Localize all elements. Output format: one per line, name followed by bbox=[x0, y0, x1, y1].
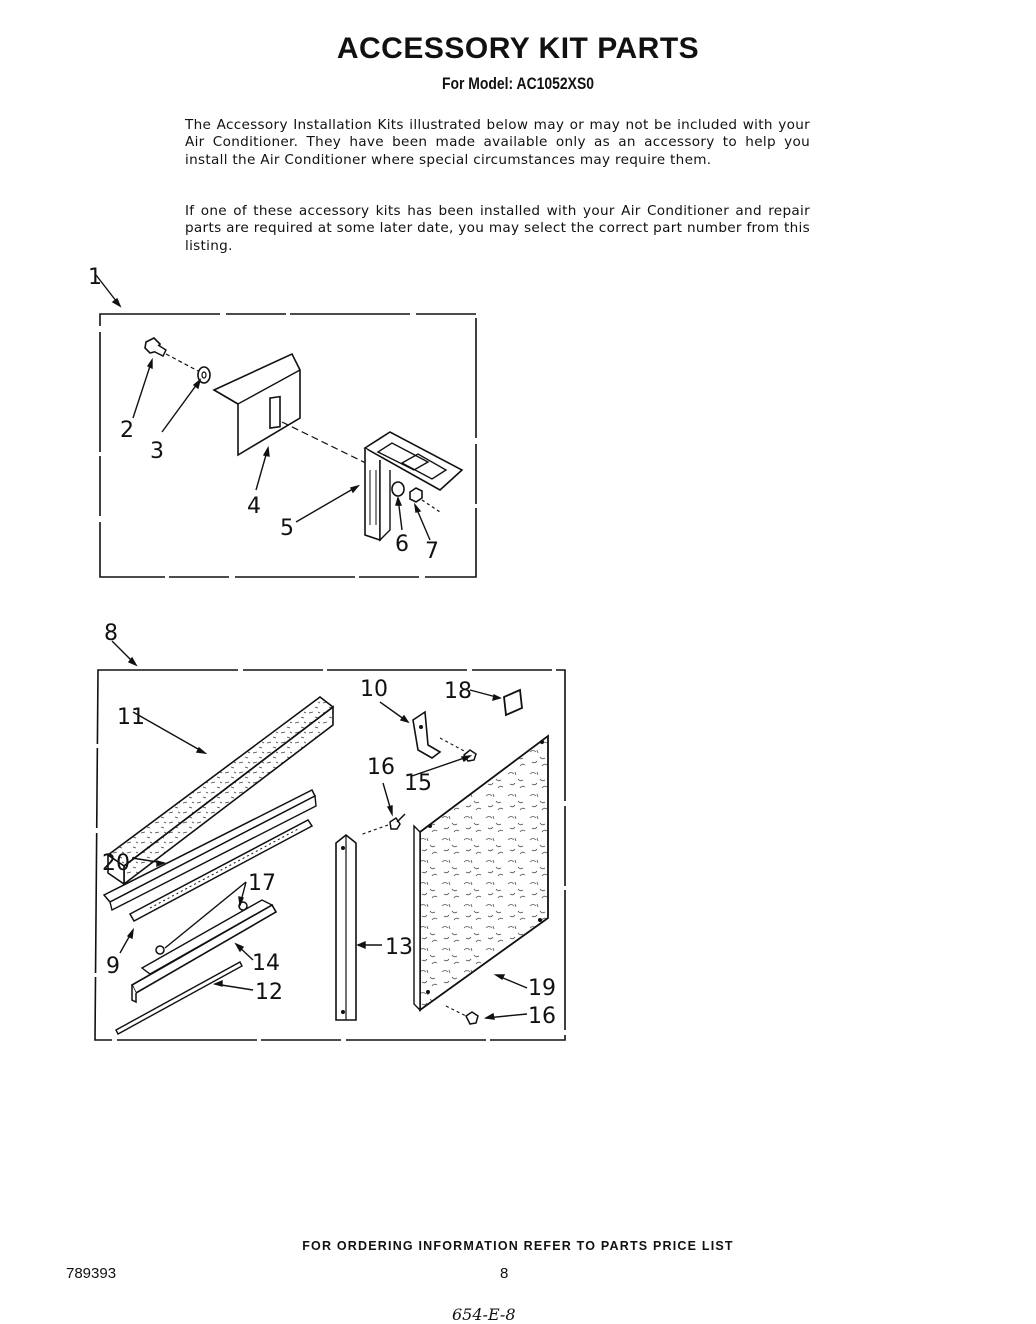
page-title: ACCESSORY KIT PARTS bbox=[336, 32, 700, 65]
callout-18: 18 bbox=[444, 679, 472, 704]
pad-part bbox=[504, 690, 522, 715]
callout-2: 2 bbox=[120, 418, 134, 443]
support-bracket-part bbox=[365, 432, 462, 540]
vertical-channel-part bbox=[336, 835, 356, 1020]
callout-17: 17 bbox=[248, 871, 276, 896]
callout-16: 16 bbox=[367, 755, 395, 780]
callout-15: 15 bbox=[404, 771, 432, 796]
screw-part bbox=[390, 814, 405, 829]
washer-part bbox=[392, 482, 404, 496]
document-number: 789393 bbox=[66, 1265, 117, 1282]
model-subtitle: For Model: AC1052XS0 bbox=[441, 74, 595, 93]
bracket-cover-part bbox=[214, 354, 300, 455]
mounting-bracket-part bbox=[413, 712, 440, 758]
page-number: 8 bbox=[500, 1265, 509, 1282]
foam-panel-part bbox=[414, 736, 548, 1010]
callout-9: 9 bbox=[106, 954, 120, 979]
callout-14: 14 bbox=[252, 951, 280, 976]
callout-5: 5 bbox=[280, 516, 294, 541]
callout-19: 19 bbox=[528, 976, 556, 1001]
screw-part bbox=[466, 1012, 478, 1024]
handwritten-note: 654-E-8 bbox=[452, 1305, 516, 1324]
callout-4: 4 bbox=[247, 494, 261, 519]
callout-8: 8 bbox=[104, 621, 118, 646]
callout-6: 6 bbox=[395, 532, 409, 557]
callout-3: 3 bbox=[150, 439, 164, 464]
callout-16-lower: 16 bbox=[528, 1004, 556, 1029]
callout-11: 11 bbox=[117, 705, 145, 730]
callout-12: 12 bbox=[255, 980, 283, 1005]
screw-part bbox=[145, 338, 166, 356]
callout-20: 20 bbox=[102, 851, 130, 876]
nut-part bbox=[410, 488, 422, 502]
intro-paragraph-1: The Accessory Installation Kits illustrated below may or may not be included with your Air Conditioner. They have been made available only as an accessory to help you install the Air Conditioner where special circumstances may require them. bbox=[185, 117, 810, 168]
callout-7: 7 bbox=[425, 539, 439, 564]
callout-10: 10 bbox=[360, 677, 388, 702]
callout-1: 1 bbox=[88, 265, 102, 290]
callout-13: 13 bbox=[385, 935, 413, 960]
intro-paragraph-2: If one of these accessory kits has been installed with your Air Conditioner and repair parts are required at some later date, you may select the correct part number from this listing. bbox=[185, 203, 810, 254]
ordering-note: FOR ORDERING INFORMATION REFER TO PARTS PRICE LIST bbox=[302, 1239, 734, 1253]
